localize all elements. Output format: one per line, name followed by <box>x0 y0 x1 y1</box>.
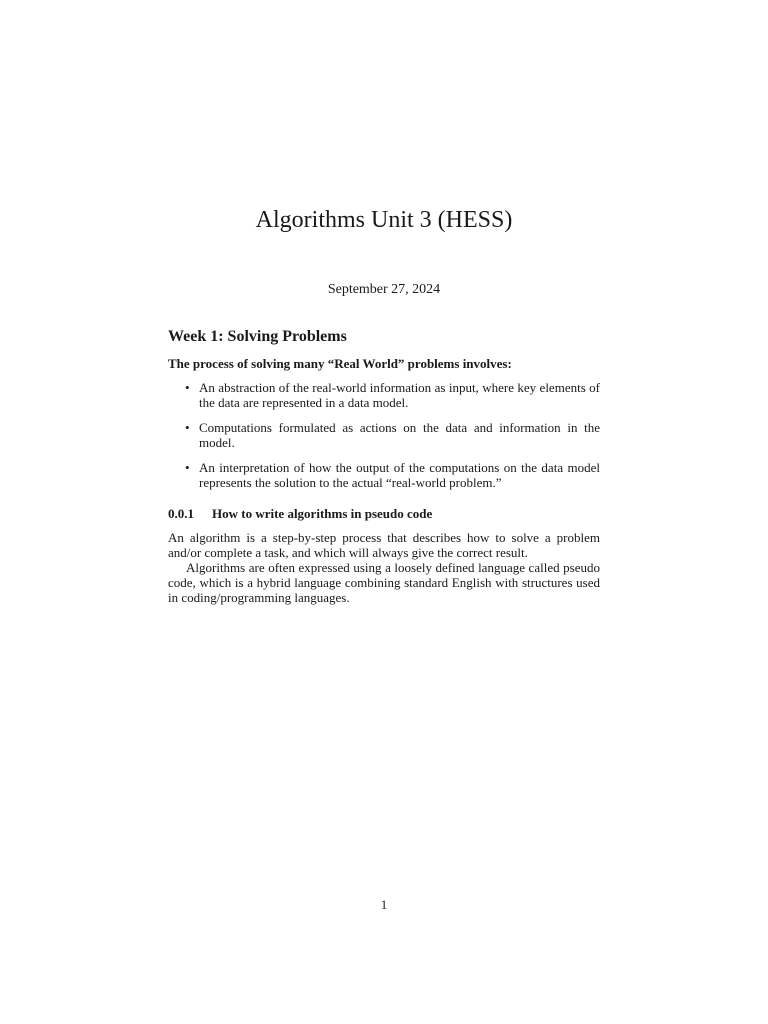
document-body <box>168 326 600 605</box>
section-lead: The process of solving many “Real World” problems involves: <box>168 356 512 371</box>
bullet-icon: • <box>185 460 190 475</box>
paragraph-1: An algorithm is a step-by-step process that describes how to solve a problem and/or complete a task, and which will always give the correct result. <box>168 530 600 560</box>
bullet-list <box>168 380 600 490</box>
subsection-number: 0.0.1 <box>168 506 194 521</box>
subsection-heading <box>168 506 600 522</box>
list-item-text: An abstraction of the real-world information as input, where key elements of the data are represented in a data model. <box>199 380 600 410</box>
bullet-icon: • <box>185 380 190 395</box>
list-item-text: Computations formulated as actions on the data and information in the model. <box>199 420 600 450</box>
paragraph-2: Algorithms are often expressed using a loosely defined language called pseudo code, which is a hybrid language combining standard English with structures used in coding/programming languages. <box>168 560 600 605</box>
page-number: 1 <box>380 897 388 912</box>
section-heading: Week 1: Solving Problems <box>168 328 347 345</box>
list-item-text: An interpretation of how the output of the computations on the data model represents the solution to the actual “real-world problem.” <box>199 460 600 490</box>
document-title: Algorithms Unit 3 (HESS) <box>255 207 513 233</box>
list-item <box>185 420 600 450</box>
list-item <box>185 460 600 490</box>
bullet-icon: • <box>185 420 190 435</box>
subsection-title: How to write algorithms in pseudo code <box>212 506 433 521</box>
list-item <box>185 380 600 410</box>
document-date: September 27, 2024 <box>327 282 441 297</box>
